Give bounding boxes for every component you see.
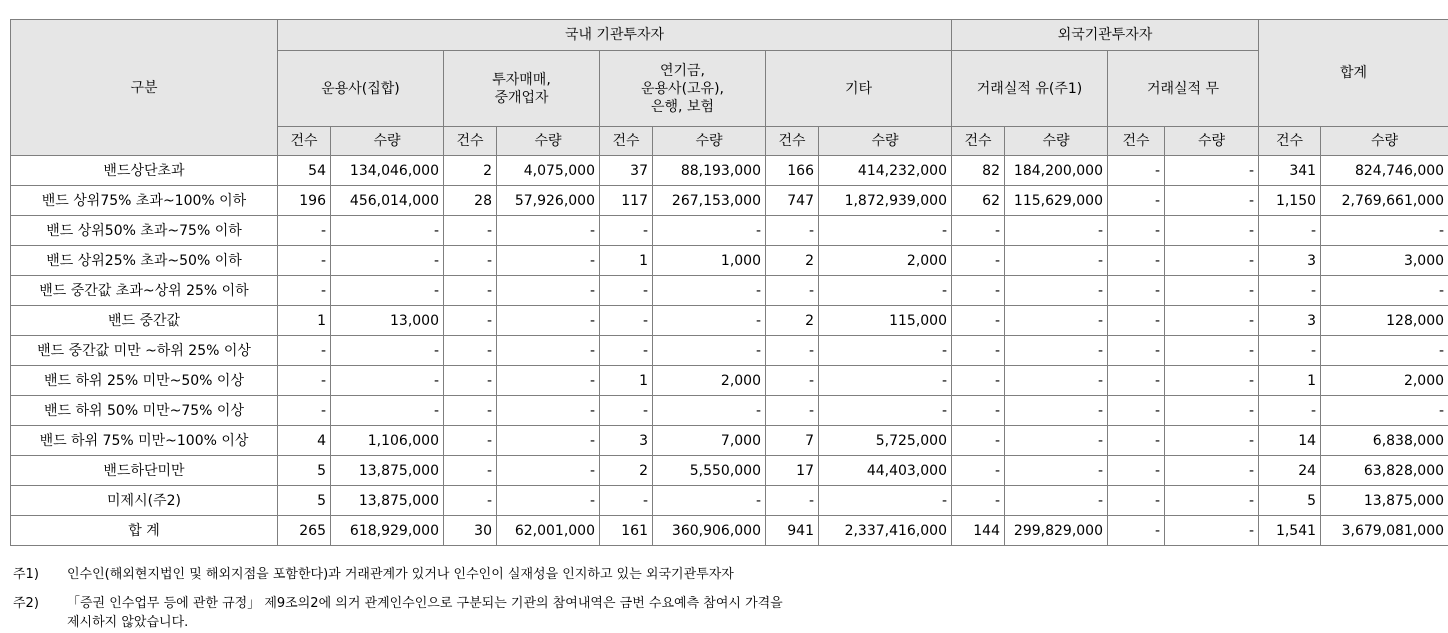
quantity-cell: 2,000 [653, 366, 766, 396]
count-cell: - [444, 246, 497, 276]
foreign-investor-header: 외국기관투자자 [952, 20, 1259, 51]
quantity-column-header: 수량 [1321, 127, 1448, 156]
quantity-cell: 2,337,416,000 [819, 516, 952, 546]
quantity-cell: 62,001,000 [497, 516, 600, 546]
quantity-cell: 618,929,000 [331, 516, 444, 546]
quantity-cell: - [819, 396, 952, 426]
quantity-cell: - [331, 276, 444, 306]
quantity-cell: - [331, 216, 444, 246]
count-cell: - [600, 396, 653, 426]
count-cell: 17 [766, 456, 819, 486]
count-cell: 3 [1259, 246, 1321, 276]
footnote-mark: 주1) [13, 567, 39, 582]
count-cell: - [952, 276, 1005, 306]
quantity-cell: 115,629,000 [1005, 186, 1108, 216]
quantity-cell: - [1321, 276, 1448, 306]
quantity-cell: - [819, 486, 952, 516]
count-cell: 2 [766, 306, 819, 336]
quantity-column-header: 수량 [819, 127, 952, 156]
quantity-cell: - [1321, 336, 1448, 366]
row-label: 밴드 중간값 미만 ~하위 25% 이상 [11, 336, 278, 366]
row-label: 밴드상단초과 [11, 156, 278, 186]
quantity-cell: - [1321, 216, 1448, 246]
quantity-cell: 134,046,000 [331, 156, 444, 186]
quantity-cell: - [1005, 396, 1108, 426]
quantity-cell: 13,000 [331, 306, 444, 336]
count-cell: 30 [444, 516, 497, 546]
count-cell: - [1108, 216, 1165, 246]
count-cell: 5 [278, 486, 331, 516]
row-label: 미제시(주2) [11, 486, 278, 516]
footnote-text: 「증권 인수업무 등에 관한 규정」 제9조의2에 의거 관계인수인으로 구분되는 기관의 참여내역은 금번 수요예측 참여시 가격을 [67, 596, 783, 611]
quantity-cell: 7,000 [653, 426, 766, 456]
count-cell: - [766, 486, 819, 516]
quantity-cell: - [1005, 336, 1108, 366]
footnote-mark: 주2) [13, 596, 39, 611]
count-cell: - [444, 306, 497, 336]
count-cell: - [1108, 456, 1165, 486]
group-header: 운용사(집합) [278, 51, 444, 127]
quantity-cell: 360,906,000 [653, 516, 766, 546]
count-cell: - [1259, 216, 1321, 246]
domestic-investor-header: 국내 기관투자자 [278, 20, 952, 51]
count-cell: 161 [600, 516, 653, 546]
table-row [11, 396, 1448, 426]
footnote-2 [13, 594, 783, 632]
count-cell: - [766, 336, 819, 366]
quantity-cell: - [497, 276, 600, 306]
quantity-cell: 299,829,000 [1005, 516, 1108, 546]
count-cell: - [952, 456, 1005, 486]
quantity-cell: 5,550,000 [653, 456, 766, 486]
row-label: 밴드 하위 25% 미만~50% 이상 [11, 366, 278, 396]
quantity-cell: 57,926,000 [497, 186, 600, 216]
count-cell: - [444, 336, 497, 366]
count-cell: 28 [444, 186, 497, 216]
quantity-cell: - [1005, 306, 1108, 336]
quantity-cell: - [1321, 396, 1448, 426]
count-cell: - [1108, 426, 1165, 456]
count-cell: - [444, 396, 497, 426]
count-cell: 3 [1259, 306, 1321, 336]
count-cell: - [1259, 276, 1321, 306]
count-cell: 14 [1259, 426, 1321, 456]
count-cell: - [952, 396, 1005, 426]
count-cell: 166 [766, 156, 819, 186]
quantity-column-header: 수량 [1165, 127, 1259, 156]
count-cell: 1 [1259, 366, 1321, 396]
count-cell: - [952, 336, 1005, 366]
quantity-cell: - [1165, 186, 1259, 216]
quantity-cell: 128,000 [1321, 306, 1448, 336]
quantity-cell: - [497, 426, 600, 456]
count-cell: - [1259, 396, 1321, 426]
count-column-header: 건수 [600, 127, 653, 156]
quantity-cell: - [331, 366, 444, 396]
count-cell: - [952, 486, 1005, 516]
quantity-cell: 115,000 [819, 306, 952, 336]
count-cell: - [600, 306, 653, 336]
count-cell: - [444, 276, 497, 306]
quantity-cell: - [1165, 486, 1259, 516]
demand-forecast-table [10, 19, 1448, 546]
quantity-cell: 4,075,000 [497, 156, 600, 186]
quantity-cell: - [331, 336, 444, 366]
quantity-cell: - [1165, 246, 1259, 276]
count-cell: - [766, 216, 819, 246]
table-row [11, 306, 1448, 336]
quantity-cell: - [497, 246, 600, 276]
quantity-cell: 1,872,939,000 [819, 186, 952, 216]
quantity-cell: 5,725,000 [819, 426, 952, 456]
category-header: 구분 [11, 20, 278, 156]
footnote-text: 인수인(해외현지법인 및 해외지점을 포함한다)과 거래관계가 있거나 인수인이 실재성을 인지하고 있는 외국기관투자자 [67, 567, 734, 582]
count-cell: 196 [278, 186, 331, 216]
quantity-cell: 824,746,000 [1321, 156, 1448, 186]
quantity-cell: 13,875,000 [331, 456, 444, 486]
count-cell: 37 [600, 156, 653, 186]
count-cell: - [1108, 366, 1165, 396]
quantity-cell: 13,875,000 [1321, 486, 1448, 516]
count-cell: 4 [278, 426, 331, 456]
quantity-cell: - [819, 216, 952, 246]
row-label: 밴드 상위25% 초과~50% 이하 [11, 246, 278, 276]
table-row [11, 366, 1448, 396]
row-label: 밴드 중간값 [11, 306, 278, 336]
count-cell: - [278, 336, 331, 366]
count-cell: - [278, 276, 331, 306]
quantity-cell: - [1165, 456, 1259, 486]
quantity-cell: - [1005, 366, 1108, 396]
count-cell: - [444, 486, 497, 516]
group-header: 거래실적 무 [1108, 51, 1259, 127]
total-header: 합계 [1259, 20, 1448, 127]
quantity-cell: - [497, 306, 600, 336]
quantity-cell: 13,875,000 [331, 486, 444, 516]
quantity-cell: - [653, 306, 766, 336]
table-row [11, 486, 1448, 516]
count-cell: - [1108, 246, 1165, 276]
quantity-cell: - [653, 486, 766, 516]
count-cell: - [1259, 336, 1321, 366]
quantity-column-header: 수량 [1005, 127, 1108, 156]
count-cell: 3 [600, 426, 653, 456]
quantity-cell: - [1165, 396, 1259, 426]
quantity-cell: - [819, 336, 952, 366]
count-cell: - [952, 426, 1005, 456]
table-row [11, 456, 1448, 486]
quantity-cell: - [497, 216, 600, 246]
quantity-cell: - [1005, 276, 1108, 306]
quantity-cell: - [819, 276, 952, 306]
quantity-cell: - [1005, 486, 1108, 516]
count-cell: 341 [1259, 156, 1321, 186]
row-label: 밴드 상위50% 초과~75% 이하 [11, 216, 278, 246]
count-cell: - [444, 426, 497, 456]
count-column-header: 건수 [278, 127, 331, 156]
quantity-cell: - [1165, 156, 1259, 186]
count-column-header: 건수 [1108, 127, 1165, 156]
count-cell: 82 [952, 156, 1005, 186]
quantity-cell: - [497, 486, 600, 516]
count-cell: - [600, 276, 653, 306]
count-cell: - [952, 216, 1005, 246]
table-row [11, 336, 1448, 366]
table-row [11, 516, 1448, 546]
row-label: 밴드 하위 75% 미만~100% 이상 [11, 426, 278, 456]
count-cell: 1,541 [1259, 516, 1321, 546]
count-cell: - [1108, 306, 1165, 336]
count-cell: - [444, 366, 497, 396]
count-cell: - [1108, 336, 1165, 366]
table-row [11, 246, 1448, 276]
count-column-header: 건수 [444, 127, 497, 156]
count-cell: 1 [600, 366, 653, 396]
quantity-cell: - [819, 366, 952, 396]
quantity-cell: - [1005, 246, 1108, 276]
count-cell: 24 [1259, 456, 1321, 486]
row-label: 밴드하단미만 [11, 456, 278, 486]
count-cell: - [444, 456, 497, 486]
count-cell: - [766, 276, 819, 306]
quantity-cell: - [497, 456, 600, 486]
quantity-cell: - [1005, 426, 1108, 456]
quantity-cell: 6,838,000 [1321, 426, 1448, 456]
count-cell: - [444, 216, 497, 246]
group-header: 투자매매, 중개업자 [444, 51, 600, 127]
quantity-cell: - [1165, 336, 1259, 366]
count-cell: - [766, 366, 819, 396]
count-cell: - [952, 306, 1005, 336]
table-row [11, 216, 1448, 246]
quantity-column-header: 수량 [331, 127, 444, 156]
quantity-cell: 3,000 [1321, 246, 1448, 276]
table-body [11, 156, 1448, 546]
count-cell: - [1108, 156, 1165, 186]
count-cell: 5 [1259, 486, 1321, 516]
quantity-cell: - [497, 336, 600, 366]
count-cell: - [278, 216, 331, 246]
group-header: 기타 [766, 51, 952, 127]
quantity-cell: - [1165, 216, 1259, 246]
count-cell: - [600, 336, 653, 366]
count-cell: - [600, 216, 653, 246]
count-cell: - [952, 246, 1005, 276]
row-label: 합 계 [11, 516, 278, 546]
count-column-header: 건수 [766, 127, 819, 156]
quantity-cell: - [497, 366, 600, 396]
quantity-cell: - [1005, 456, 1108, 486]
table-row [11, 426, 1448, 456]
quantity-cell: - [1165, 306, 1259, 336]
quantity-cell: - [497, 396, 600, 426]
count-cell: - [600, 486, 653, 516]
quantity-cell: - [1165, 366, 1259, 396]
quantity-cell: 1,000 [653, 246, 766, 276]
count-cell: 7 [766, 426, 819, 456]
quantity-cell: 267,153,000 [653, 186, 766, 216]
count-cell: 144 [952, 516, 1005, 546]
row-label: 밴드 하위 50% 미만~75% 이상 [11, 396, 278, 426]
group-header: 연기금, 운용사(고유), 은행, 보험 [600, 51, 766, 127]
footnote-text-continued: 제시하지 않았습니다. [67, 615, 189, 630]
count-cell: - [278, 366, 331, 396]
count-cell: 2 [600, 456, 653, 486]
count-cell: - [1108, 516, 1165, 546]
quantity-cell: 63,828,000 [1321, 456, 1448, 486]
quantity-cell: - [1165, 516, 1259, 546]
table-row [11, 276, 1448, 306]
quantity-cell: 456,014,000 [331, 186, 444, 216]
quantity-cell: - [653, 216, 766, 246]
count-cell: 1 [278, 306, 331, 336]
count-cell: 941 [766, 516, 819, 546]
quantity-cell: - [1165, 276, 1259, 306]
quantity-cell: 2,769,661,000 [1321, 186, 1448, 216]
count-column-header: 건수 [952, 127, 1005, 156]
quantity-cell: 88,193,000 [653, 156, 766, 186]
count-cell: 2 [444, 156, 497, 186]
quantity-cell: 414,232,000 [819, 156, 952, 186]
quantity-column-header: 수량 [497, 127, 600, 156]
quantity-cell: - [653, 276, 766, 306]
quantity-cell: 44,403,000 [819, 456, 952, 486]
count-cell: 747 [766, 186, 819, 216]
count-cell: - [278, 246, 331, 276]
count-cell: 2 [766, 246, 819, 276]
count-cell: 54 [278, 156, 331, 186]
count-cell: - [1108, 396, 1165, 426]
quantity-cell: 1,106,000 [331, 426, 444, 456]
quantity-cell: 2,000 [819, 246, 952, 276]
quantity-cell: - [653, 396, 766, 426]
count-cell: 1,150 [1259, 186, 1321, 216]
count-cell: 62 [952, 186, 1005, 216]
row-label: 밴드 상위75% 초과~100% 이하 [11, 186, 278, 216]
row-label: 밴드 중간값 초과~상위 25% 이하 [11, 276, 278, 306]
count-cell: - [952, 366, 1005, 396]
count-cell: - [1108, 186, 1165, 216]
count-cell: 1 [600, 246, 653, 276]
quantity-cell: - [1005, 216, 1108, 246]
quantity-cell: - [331, 396, 444, 426]
table-row [11, 186, 1448, 216]
group-header: 거래실적 유(주1) [952, 51, 1108, 127]
count-cell: - [278, 396, 331, 426]
quantity-cell: - [331, 246, 444, 276]
count-cell: - [1108, 486, 1165, 516]
count-column-header: 건수 [1259, 127, 1321, 156]
quantity-cell: - [1165, 426, 1259, 456]
footnote-1 [13, 565, 734, 584]
quantity-cell: 184,200,000 [1005, 156, 1108, 186]
quantity-column-header: 수량 [653, 127, 766, 156]
count-cell: - [1108, 276, 1165, 306]
count-cell: 265 [278, 516, 331, 546]
quantity-cell: 3,679,081,000 [1321, 516, 1448, 546]
count-cell: 117 [600, 186, 653, 216]
quantity-cell: - [653, 336, 766, 366]
quantity-cell: 2,000 [1321, 366, 1448, 396]
count-cell: - [766, 396, 819, 426]
table-row [11, 156, 1448, 186]
count-cell: 5 [278, 456, 331, 486]
